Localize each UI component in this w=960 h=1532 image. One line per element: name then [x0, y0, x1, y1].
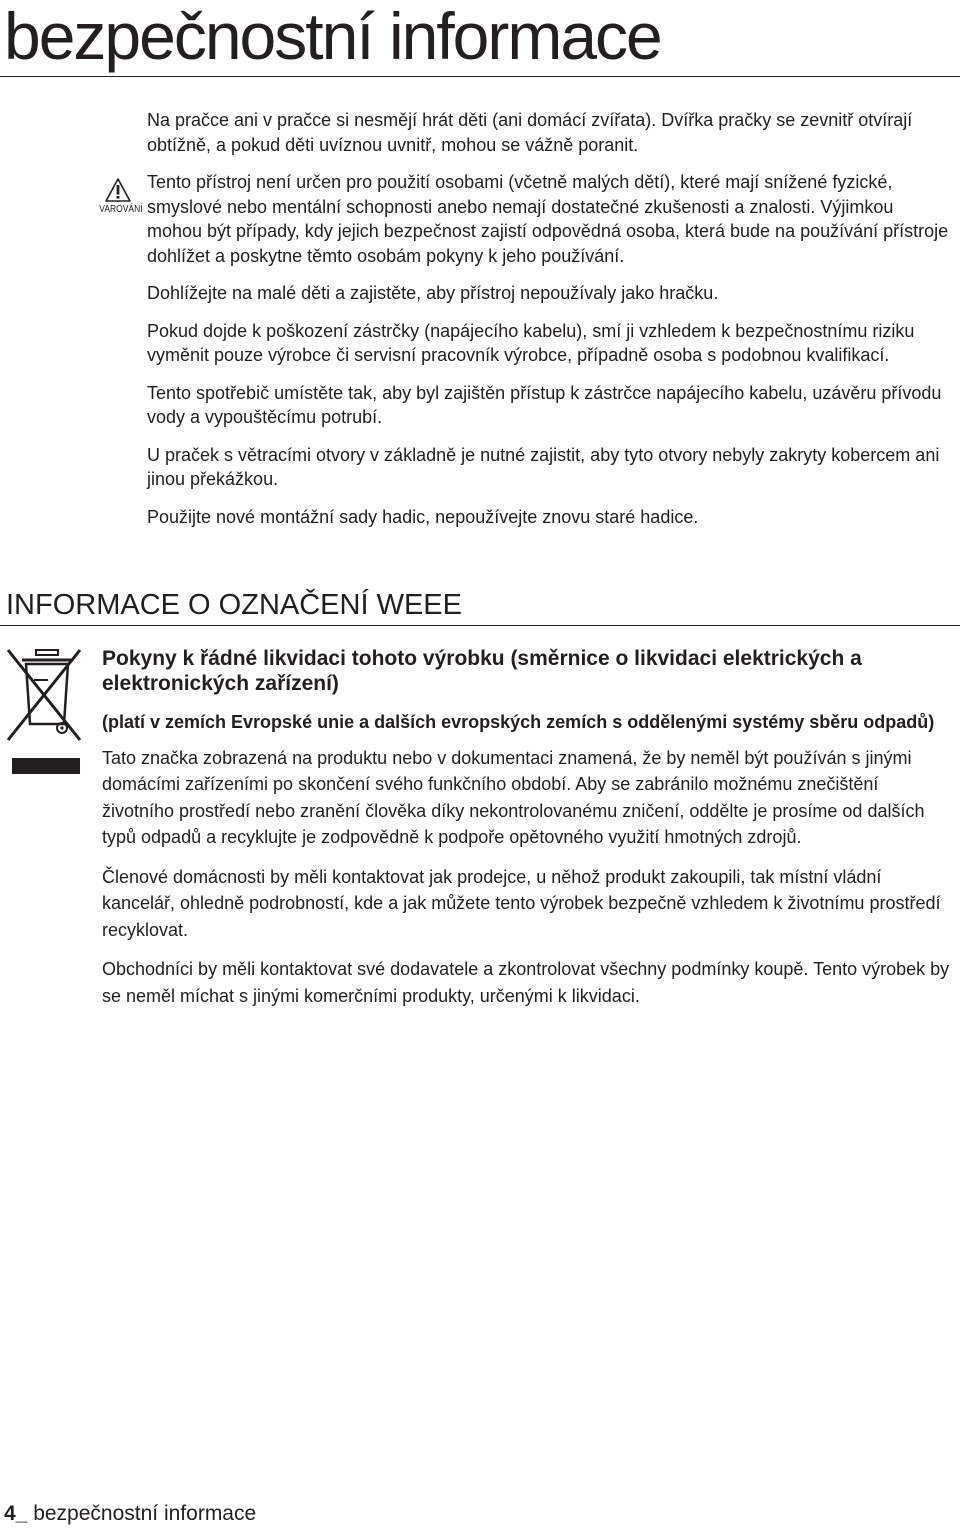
warning-triangle-icon: [105, 178, 131, 202]
crossed-out-wheelie-bin-icon: [6, 644, 82, 776]
warning-text: [147, 108, 952, 542]
section-heading-weee: INFORMACE O OZNAČENÍ WEEE: [6, 589, 462, 621]
warning-paragraph: Použijte nové montážní sady hadic, nepoužívejte znovu staré hadice.: [147, 506, 699, 527]
title-divider: [0, 76, 960, 77]
weee-symbol: [6, 644, 82, 776]
weee-heading: Pokyny k řádné likvidaci tohoto výrobku (směrnice o likvidaci elektrických a elektronických zařízení): [102, 647, 862, 695]
warning-paragraph: Dohlížejte na malé děti a zajistěte, aby přístroj nepoužívaly jako hračku.: [147, 283, 719, 303]
warning-paragraph: U praček s větracími otvory v základně je nutné zajistit, aby tyto otvory nebyly zakryty kobercem ani jinou překážkou.: [147, 444, 940, 489]
warning-label: VAROVÁNÍ: [99, 204, 143, 215]
weee-text: [102, 646, 952, 1022]
weee-paragraph: Tato značka zobrazená na produktu nebo v dokumentaci znamená, že by neměl být používán s jinými domácími zařízeními po skončení svého funkčního období. Aby se zabránilo možnému znečištění životního prostředí nebo zranění člověka díky nekontrolovanému zničení, oddělte je prosíme od dalších typů odpadů a recyklujte je zodpovědně k podpoře opětovného využití hmotných zdrojů.: [102, 747, 925, 847]
weee-subheading: (platí v zemích Evropské unie a dalších evropských zemích s oddělenými systémy sběru odpadů): [102, 712, 935, 732]
warning-paragraph: Tento spotřebič umístěte tak, aby byl zajištěn přístup k zástrčce napájecího kabelu, uzávěru přívodu vody a vypouštěcímu potrubí.: [147, 382, 942, 427]
page-footer: [4, 1500, 256, 1528]
page-number: 4_: [4, 1502, 28, 1525]
weee-paragraph: Obchodníci by měli kontaktovat své dodavatele a zkontrolovat všechny podmínky koupě. Tento výrobek by se neměl míchat s jinými komerčními produkty, určenými k likvidaci.: [102, 959, 950, 1006]
page-title: bezpečnostní informace: [4, 0, 661, 73]
warning-paragraph: Tento přístroj není určen pro použití osobami (včetně malých dětí), které mají snížené fyzické, smyslové nebo mentální schopnosti anebo nemají dostatečné zkušenosti a znalosti. Výjimkou mohou být případy, kdy jejich bezpečnost zajistí odpovědná osoba, která bude na používání přístroje dohlížet a poskytne těmto osobám pokyny k jeho používání.: [147, 172, 949, 266]
warning-badge: [96, 178, 143, 215]
warning-paragraph: Na pračce ani v pračce si nesmějí hrát děti (ani domácí zvířata). Dvířka pračky se zevnitř otvírají obtížně, a pokud děti uvíznou uvnitř, mohou se vážně poranit.: [147, 110, 913, 155]
section-divider: [0, 625, 960, 626]
warning-paragraph: Pokud dojde k poškození zástrčky (napájecího kabelu), smí ji vzhledem k bezpečnostnímu riziku vyměnit pouze výrobce či servisní pracovník výrobce, případně osoba s podobnou kvalifikací.: [147, 320, 915, 365]
footer-section-name: bezpečnostní informace: [33, 1502, 257, 1525]
weee-paragraph: Členové domácnosti by měli kontaktovat jak prodejce, u něhož produkt zakoupili, tak místní vládní kancelář, ohledně podrobností, kde a jak můžete tento výrobek bezpečně vzhledem k životnímu prostředí recyklovat.: [102, 866, 941, 940]
